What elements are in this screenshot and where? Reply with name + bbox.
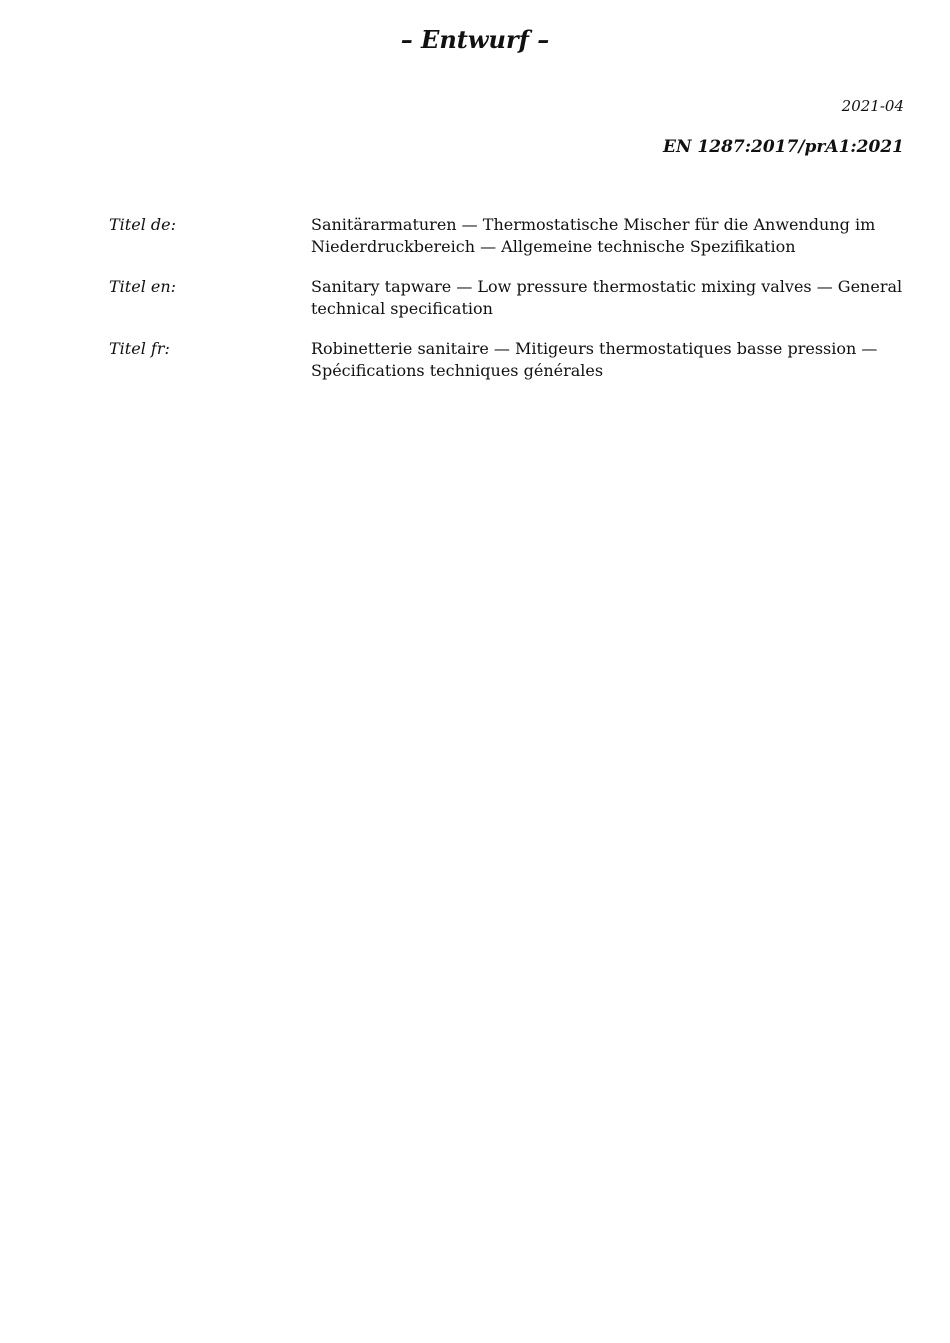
title-text-fr: Robinetterie sanitaire — Mitigeurs thermostatiques basse pression — Spécifications techniques générales <box>311 339 878 380</box>
document-number: EN 1287:2017/prA1:2021 <box>663 137 904 157</box>
title-table <box>109 214 904 400</box>
document-date: 2021-04 <box>841 97 904 115</box>
title-row-de <box>109 214 904 258</box>
title-text-de: Sanitärarmaturen — Thermostatische Mischer für die Anwendung im Niederdruckbereich — Allgemeine technische Spezifikation <box>311 215 876 256</box>
title-row-fr <box>109 338 904 382</box>
title-label-de: Titel de: <box>109 215 176 234</box>
title-label-fr: Titel fr: <box>109 339 170 358</box>
title-label-en: Titel en: <box>109 277 177 296</box>
draft-banner: – Entwurf – <box>400 25 550 54</box>
title-row-en <box>109 276 904 320</box>
title-text-en: Sanitary tapware — Low pressure thermostatic mixing valves — General technical specification <box>311 277 903 318</box>
